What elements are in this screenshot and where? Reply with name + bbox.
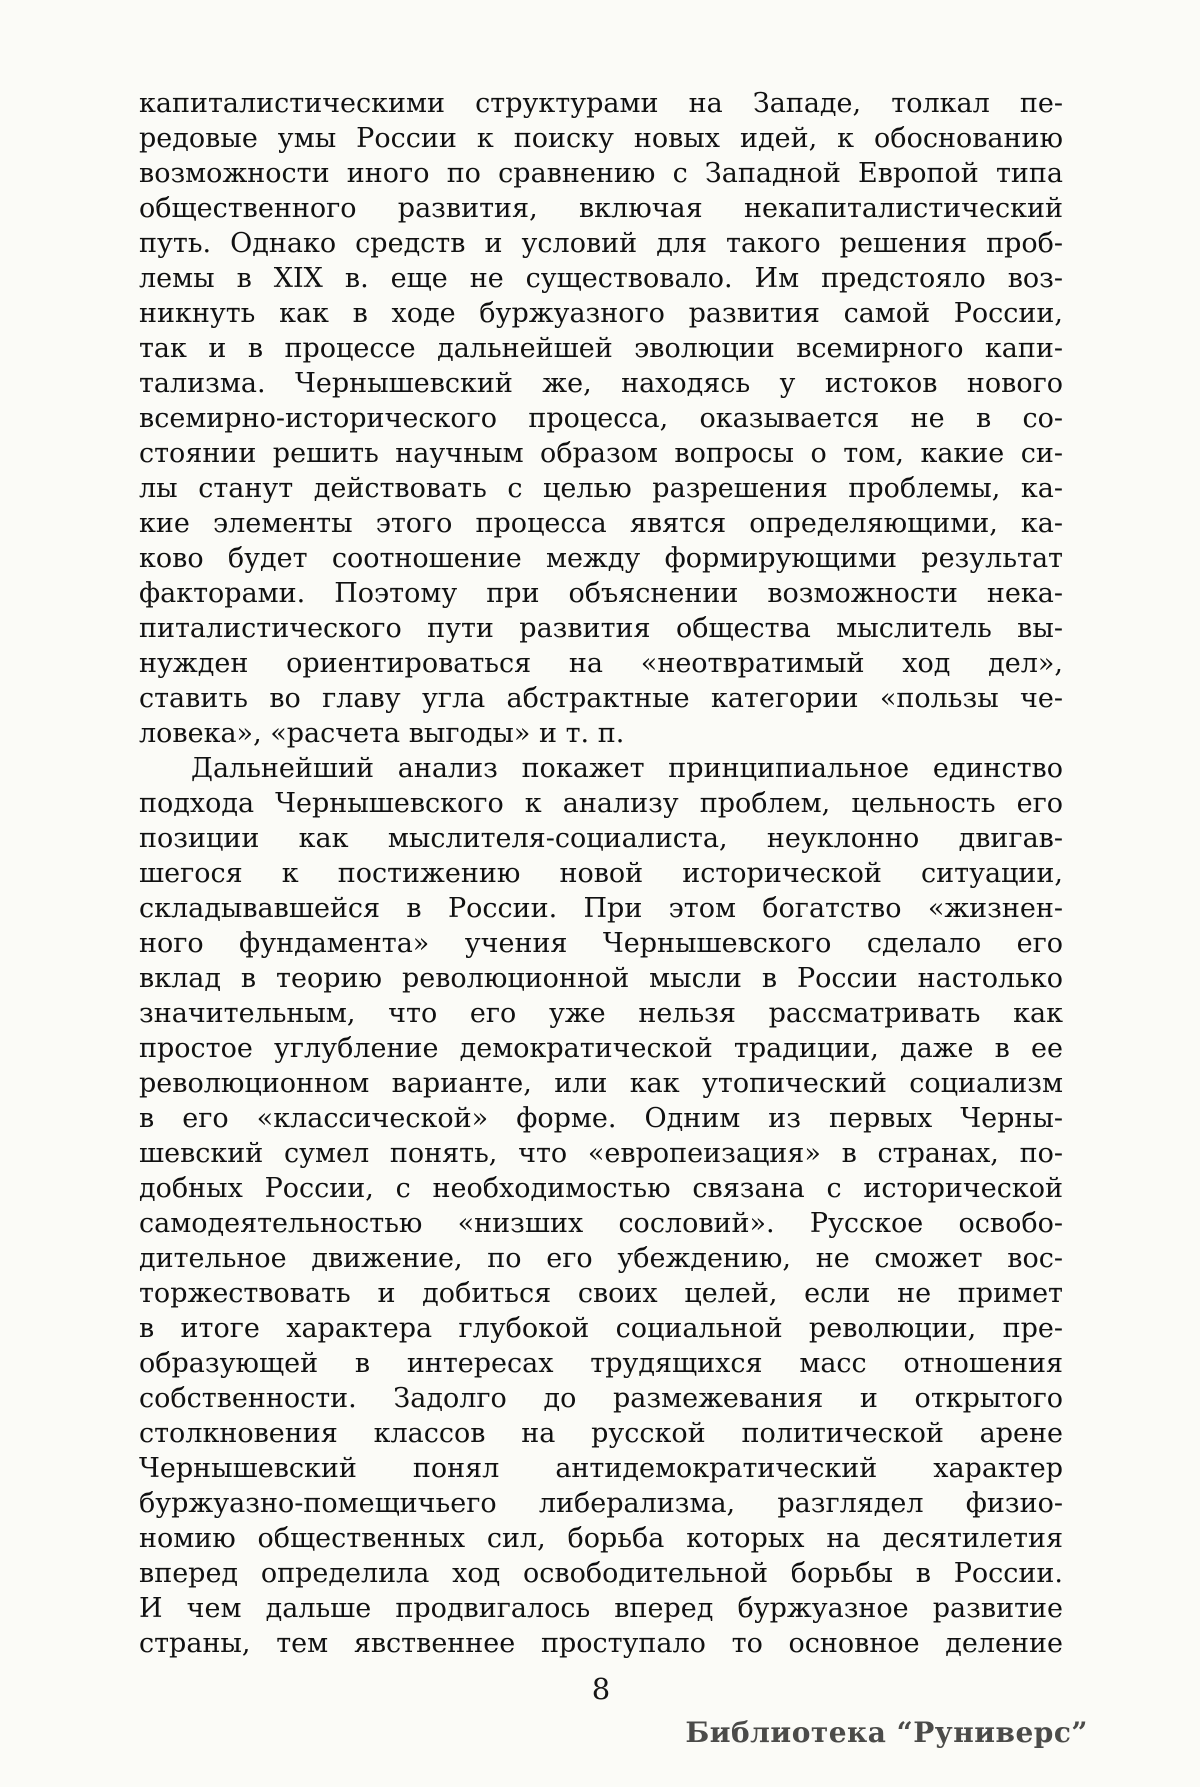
- text-line: ного фундамента» учения Чернышевского сделало его: [139, 928, 1063, 959]
- text-line: Дальнейший анализ покажет принципиальное единство: [191, 753, 1063, 784]
- page-number: 8: [591, 1672, 611, 1706]
- text-line: номию общественных сил, борьба которых на десятилетия: [139, 1523, 1063, 1554]
- text-line: лемы в XIX в. еще не существовало. Им предстояло воз-: [139, 263, 1063, 294]
- text-line: шевский сумел понять, что «европеизация» в странах, по-: [139, 1138, 1063, 1169]
- text-line: капиталистическими структурами на Западе, толкал пе-: [139, 88, 1063, 119]
- paragraph: [139, 86, 1063, 751]
- text-line: возможности иного по сравнению с Западной Европой типа: [139, 158, 1063, 189]
- text-line: редовые умы России к поиску новых идей, к обоснованию: [139, 123, 1063, 154]
- text-line: буржуазно-помещичьего либерализма, разглядел физио-: [139, 1488, 1063, 1519]
- text-line: кие элементы этого процесса явятся определяющими, ка-: [139, 508, 1063, 539]
- text-line: факторами. Поэтому при объяснении возможности нека-: [139, 578, 1063, 609]
- text-line: никнуть как в ходе буржуазного развития самой России,: [139, 298, 1063, 329]
- text-line: ково будет соотношение между формирующими результат: [139, 543, 1063, 574]
- text-line: ставить во главу угла абстрактные категории «пользы че-: [139, 683, 1063, 714]
- text-line: лы станут действовать с целью разрешения проблемы, ка-: [139, 473, 1063, 504]
- text-line: собственности. Задолго до размежевания и открытого: [139, 1383, 1063, 1414]
- text-line: торжествовать и добиться своих целей, если не примет: [139, 1278, 1063, 1309]
- text-line: страны, тем явственнее проступало то основное деление: [139, 1628, 1063, 1659]
- watermark: Библиотека “Руниверс”: [685, 1716, 1088, 1749]
- text-line: дительное движение, по его убеждению, не сможет вос-: [139, 1243, 1063, 1274]
- text-line: простое углубление демократической традиции, даже в ее: [139, 1033, 1063, 1064]
- text-line: нужден ориентироваться на «неотвратимый ход дел»,: [139, 648, 1063, 679]
- text-line: всемирно-исторического процесса, оказывается не в со-: [139, 403, 1063, 434]
- text-line: складывавшейся в России. При этом богатство «жизнен-: [139, 893, 1063, 924]
- text-line: тализма. Чернышевский же, находясь у истоков нового: [139, 368, 1063, 399]
- text-line: самодеятельностью «низших сословий». Русское освобо-: [139, 1208, 1063, 1239]
- page-text: [139, 86, 1063, 1661]
- text-line: позиции как мыслителя-социалиста, неуклонно двигав-: [139, 823, 1063, 854]
- text-line: добных России, с необходимостью связана с исторической: [139, 1173, 1063, 1204]
- text-line: вклад в теорию революционной мысли в России настолько: [139, 963, 1063, 994]
- text-line: в итоге характера глубокой социальной революции, пре-: [139, 1313, 1063, 1344]
- text-line: революционном варианте, или как утопический социализм: [139, 1068, 1063, 1099]
- text-line: значительным, что его уже нельзя рассматривать как: [139, 998, 1063, 1029]
- text-line: в его «классической» форме. Одним из первых Черны-: [139, 1103, 1063, 1134]
- text-line: стоянии решить научным образом вопросы о том, какие си-: [139, 438, 1063, 469]
- text-line: подхода Чернышевского к анализу проблем, цельность его: [139, 788, 1063, 819]
- text-line: шегося к постижению новой исторической ситуации,: [139, 858, 1063, 889]
- text-line: питалистического пути развития общества мыслитель вы-: [139, 613, 1063, 644]
- text-line: столкновения классов на русской политической арене: [139, 1418, 1063, 1449]
- text-line: образующей в интересах трудящихся масс отношения: [139, 1348, 1063, 1379]
- text-line: Чернышевский понял антидемократический характер: [139, 1453, 1063, 1484]
- text-line: И чем дальше продвигалось вперед буржуазное развитие: [139, 1593, 1063, 1624]
- text-line: ловека», «расчета выгоды» и т. п.: [139, 718, 625, 749]
- paragraph: [139, 751, 1063, 1661]
- text-line: путь. Однако средств и условий для такого решения проб-: [139, 228, 1063, 259]
- text-line: общественного развития, включая некапиталистический: [139, 193, 1063, 224]
- text-line: так и в процессе дальнейшей эволюции всемирного капи-: [139, 333, 1063, 364]
- text-line: вперед определила ход освободительной борьбы в России.: [139, 1558, 1063, 1589]
